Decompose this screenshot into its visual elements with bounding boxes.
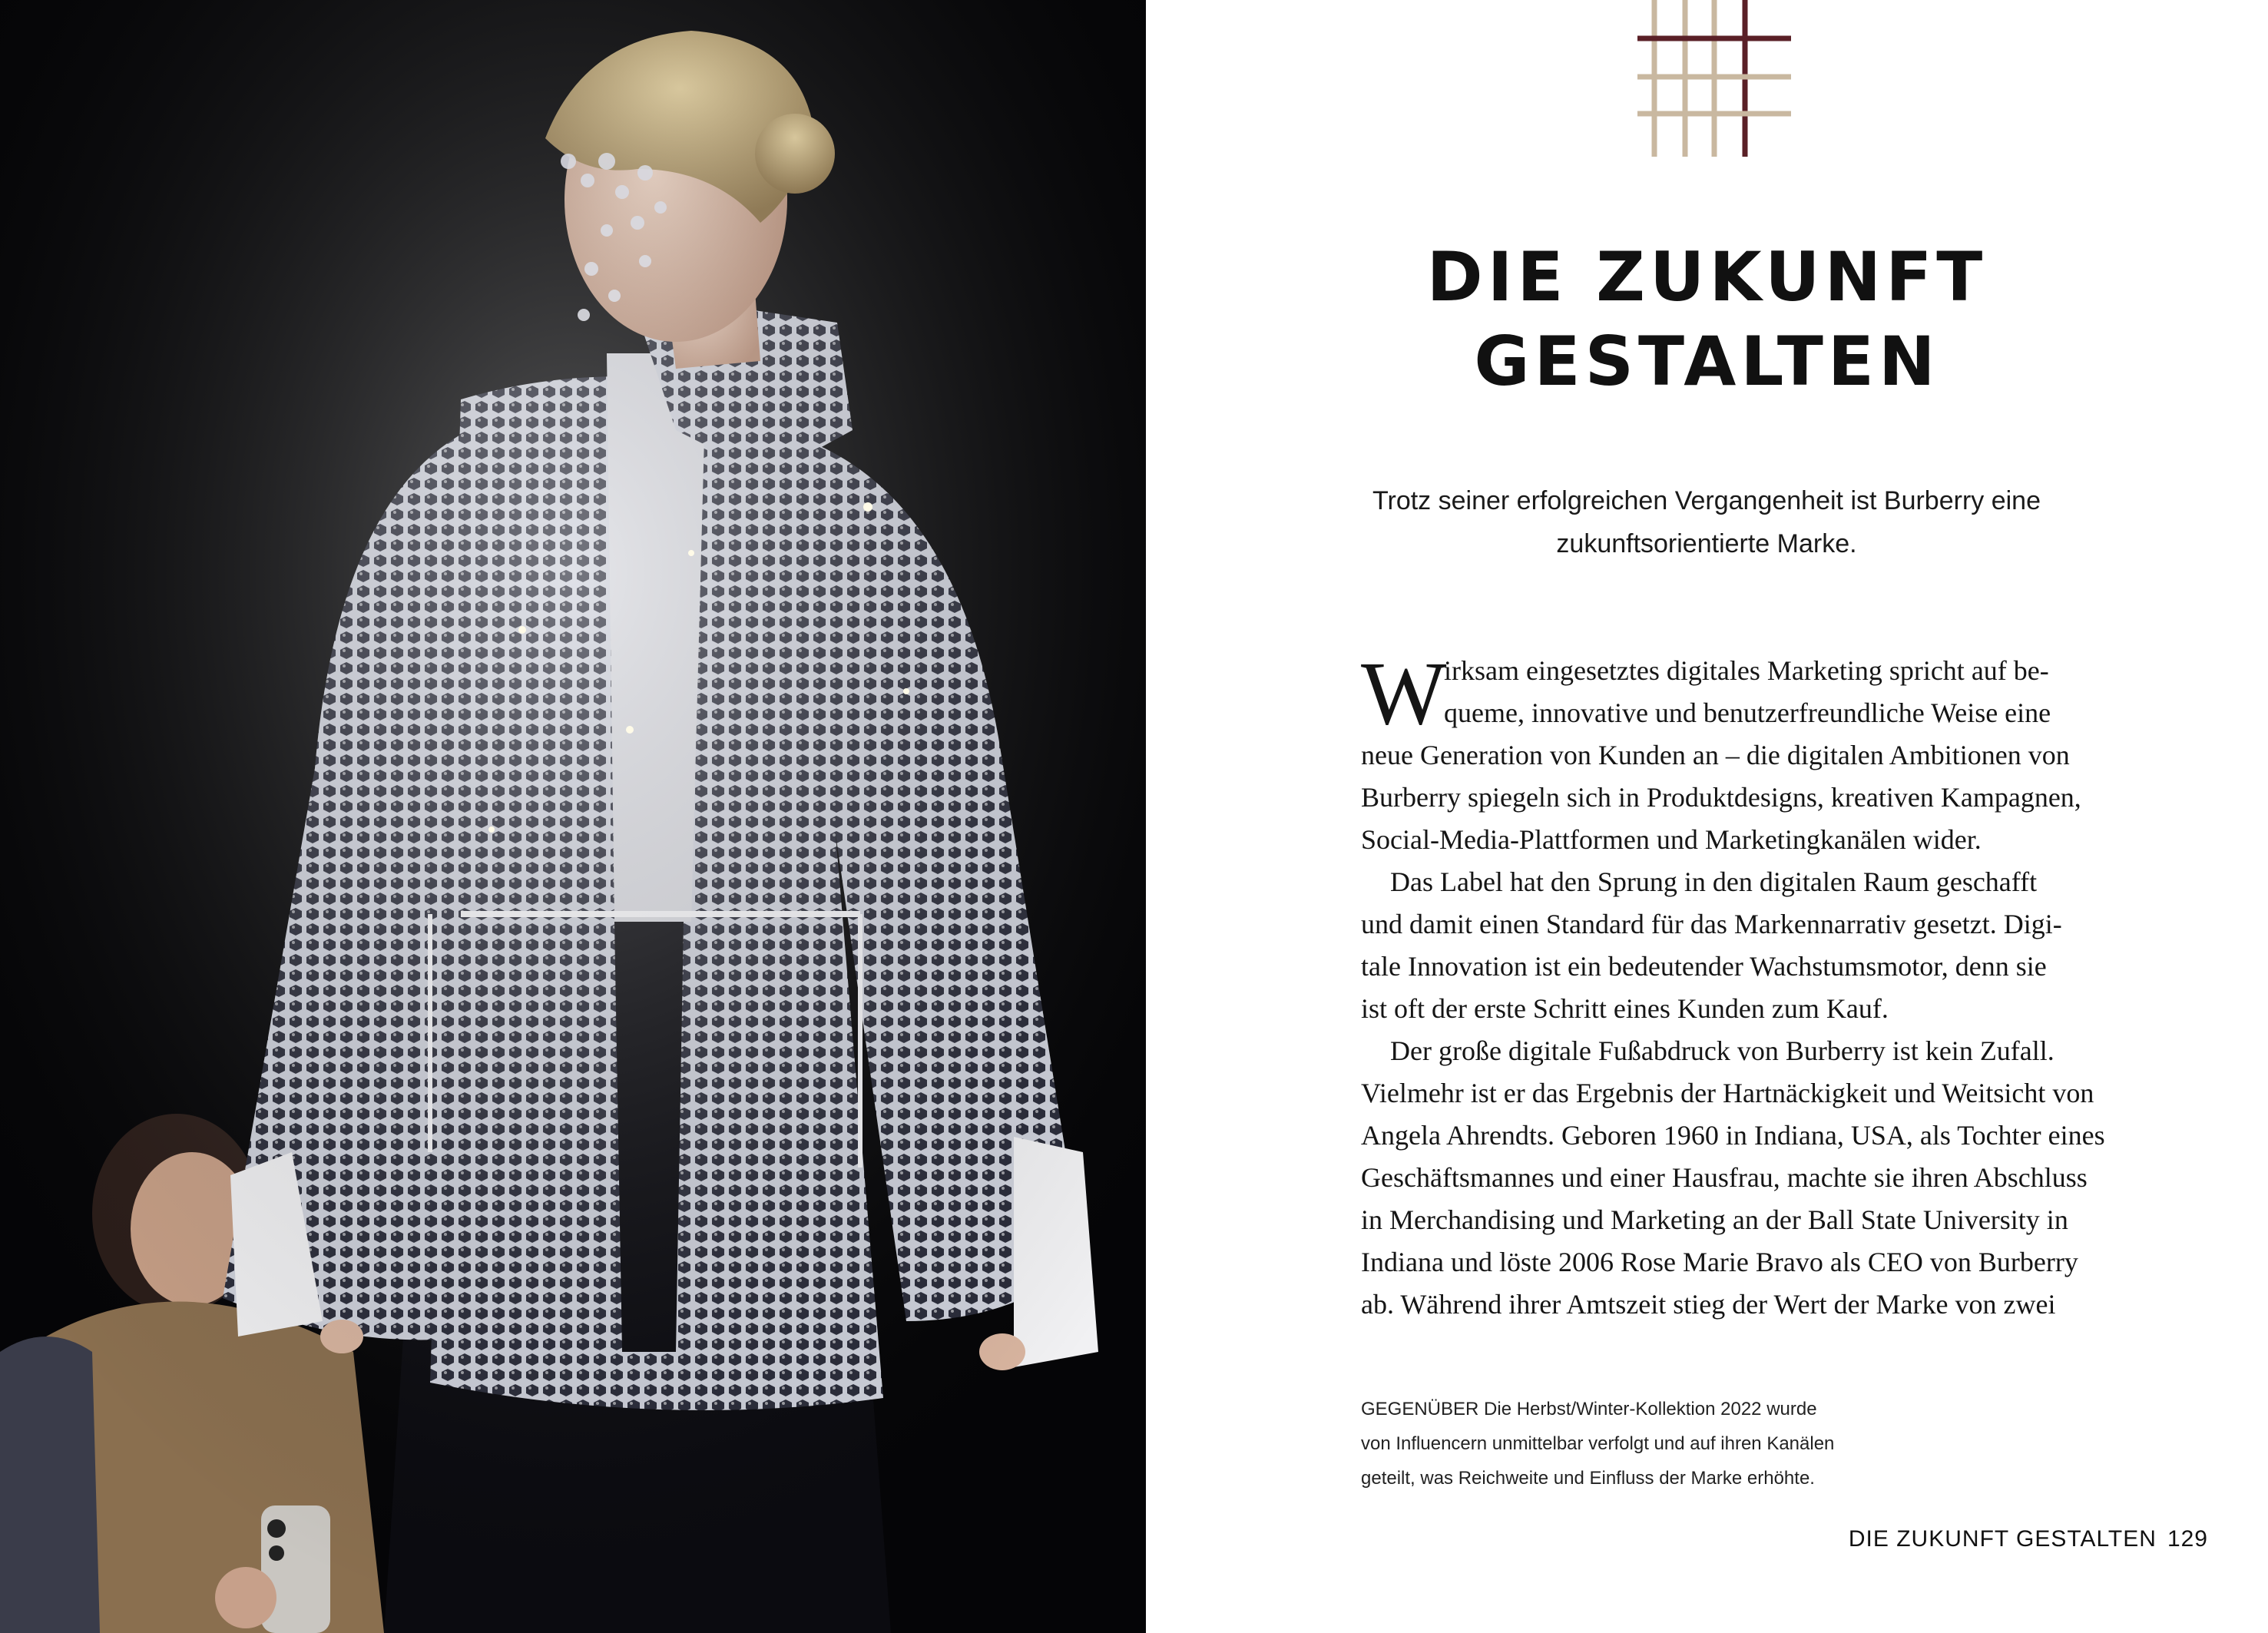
body-line: neue Generation von Kunden an – die digitalen Ambitionen von (1361, 740, 2070, 770)
body-line: Der große digitale Fußabdruck von Burberry ist kein Zufall. (1390, 1035, 2054, 1066)
chapter-title-line: GESTALTEN (1474, 322, 1940, 401)
body-line: irksam eingesetztes digitales Marketing spricht auf be- (1444, 655, 2049, 686)
body-line: Social-Media-Plattformen und Marketingkanälen wider. (1361, 824, 1982, 855)
body-text (1361, 643, 2129, 1326)
caption-line: GEGENÜBER Die Herbst/Winter-Kollektion 2022 wurde (1361, 1399, 1817, 1419)
body-line: ist oft der erste Schritt eines Kunden zum Kauf. (1361, 993, 1889, 1024)
body-line: und damit einen Standard für das Markennarrativ gesetzt. Digi- (1361, 909, 2062, 939)
body-line: Angela Ahrendts. Geboren 1960 in Indiana, USA, als Tochter eines (1361, 1120, 2105, 1151)
body-line: ab. Während ihrer Amtszeit stieg der Wert der Marke von zwei (1361, 1289, 2056, 1320)
body-line: Indiana und löste 2006 Rose Marie Bravo als CEO von Burberry (1361, 1247, 2078, 1277)
body-line: queme, innovative und benutzerfreundliche Weise eine (1444, 697, 2051, 728)
body-line: Geschäftsmannes und einer Hausfrau, machte sie ihren Abschluss (1361, 1162, 2088, 1193)
body-line: Vielmehr ist er das Ergebnis der Hartnäckigkeit und Weitsicht von (1361, 1078, 2094, 1108)
chapter-title (1146, 235, 2268, 404)
photo-caption (1361, 1392, 1945, 1496)
text-page (1146, 0, 2268, 1633)
page-footer (1849, 1524, 2208, 1555)
body-line: tale Innovation ist ein bedeutender Wachstumsmotor, denn sie (1361, 951, 2047, 982)
body-line: Das Label hat den Sprung in den digitalen Raum geschafft (1390, 866, 2038, 897)
running-head: DIE ZUKUNFT GESTALTEN (1848, 1526, 2157, 1552)
chapter-title-line: DIE ZUKUNFT (1426, 237, 1988, 316)
lead-paragraph (1261, 479, 2152, 565)
lead-line: zukunftsorientierte Marke. (1556, 529, 1857, 558)
drop-cap: W (1361, 643, 1447, 744)
body-line: Burberry spiegeln sich in Produktdesigns, kreativen Kampagnen, (1361, 782, 2081, 813)
caption-line: von Influencern unmittelbar verfolgt und auf ihren Kanälen (1361, 1433, 1835, 1454)
tartan-check-icon (1637, 0, 1791, 157)
body-line: in Merchandising und Marketing an der Ball State University in (1361, 1204, 2068, 1235)
caption-line: geteilt, was Reichweite und Einfluss der Marke erhöhte. (1361, 1468, 1815, 1489)
page-number: 129 (2167, 1526, 2208, 1552)
lead-line: Trotz seiner erfolgreichen Vergangenheit ist Burberry eine (1372, 486, 2041, 515)
